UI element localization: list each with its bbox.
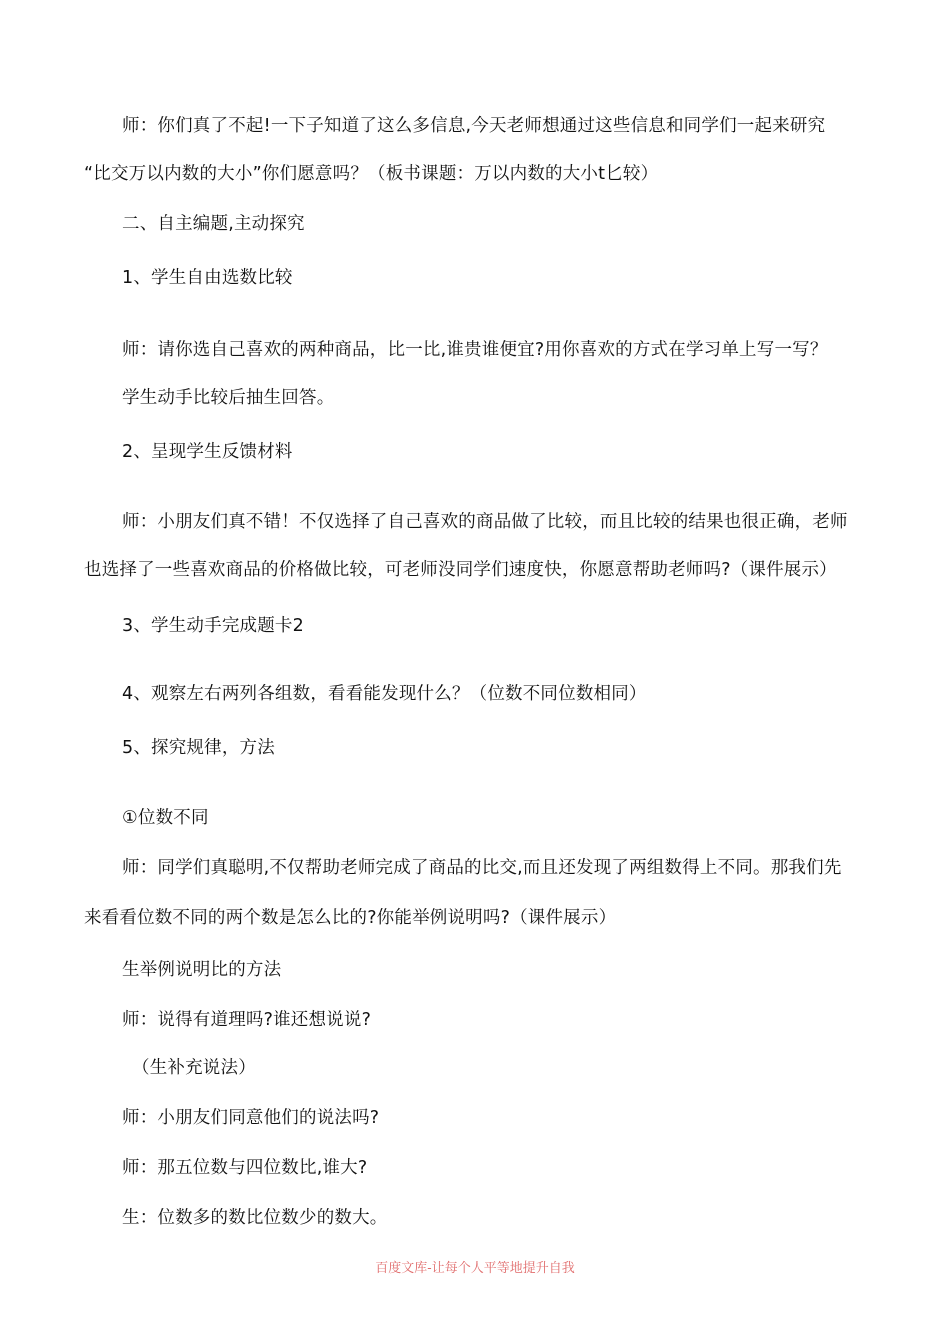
footer-watermark: 百度文库-让每个人平等地提升自我 — [375, 1261, 575, 1276]
subsection-heading: 4、观察左右两列各组数，看看能发现什么？（位数不同位数相同） — [122, 684, 647, 704]
paragraph-line: 师：同学们真聪明,不仅帮助老师完成了商品的比交,而且还发现了两组数得上不同。那我们先 — [122, 858, 842, 878]
subsection-heading: 2、呈现学生反馈材料 — [122, 442, 293, 462]
paragraph-line: （生补充说法） — [132, 1058, 256, 1078]
subsection-heading: 1、学生自由选数比较 — [122, 268, 293, 288]
paragraph-line: 师：请你选自己喜欢的两种商品，比一比,谁贵谁便宜?用你喜欢的方式在学习单上写一写？ — [122, 340, 828, 360]
subsection-heading: 5、探究规律，方法 — [122, 738, 275, 758]
paragraph-line: 学生动手比较后抽生回答。 — [122, 388, 335, 408]
paragraph-line: 师：说得有道理吗?谁还想说说? — [122, 1010, 372, 1030]
paragraph-line: 师：小朋友们真不错！不仅选择了自己喜欢的商品做了比较，而且比较的结果也很正确，老师 — [122, 512, 848, 532]
list-item-heading: ①位数不同 — [122, 808, 209, 828]
paragraph-line: 师：小朋友们同意他们的说法吗? — [122, 1108, 380, 1128]
paragraph-line: 师：那五位数与四位数比,谁大? — [122, 1158, 368, 1178]
paragraph-line: 也选择了一些喜欢商品的价格做比较，可老师没同学们速度快，你愿意帮助老师吗?（课件展示） — [84, 560, 837, 580]
paragraph-line: 生：位数多的数比位数少的数大。 — [122, 1208, 388, 1228]
paragraph-line: 生举例说明比的方法 — [122, 960, 282, 980]
section-heading: 二、自主编题,主动探究 — [122, 214, 305, 234]
subsection-heading: 3、学生动手完成题卡2 — [122, 616, 304, 636]
paragraph-line: 师：你们真了不起!一下子知道了这么多信息,今天老师想通过这些信息和同学们一起来研究 — [122, 116, 826, 136]
paragraph-line: 来看看位数不同的两个数是怎么比的?你能举例说明吗?（课件展示） — [84, 908, 617, 928]
paragraph-line: “比交万以内数的大小”你们愿意吗？（板书课题：万以内数的大小t匕较） — [84, 164, 659, 184]
